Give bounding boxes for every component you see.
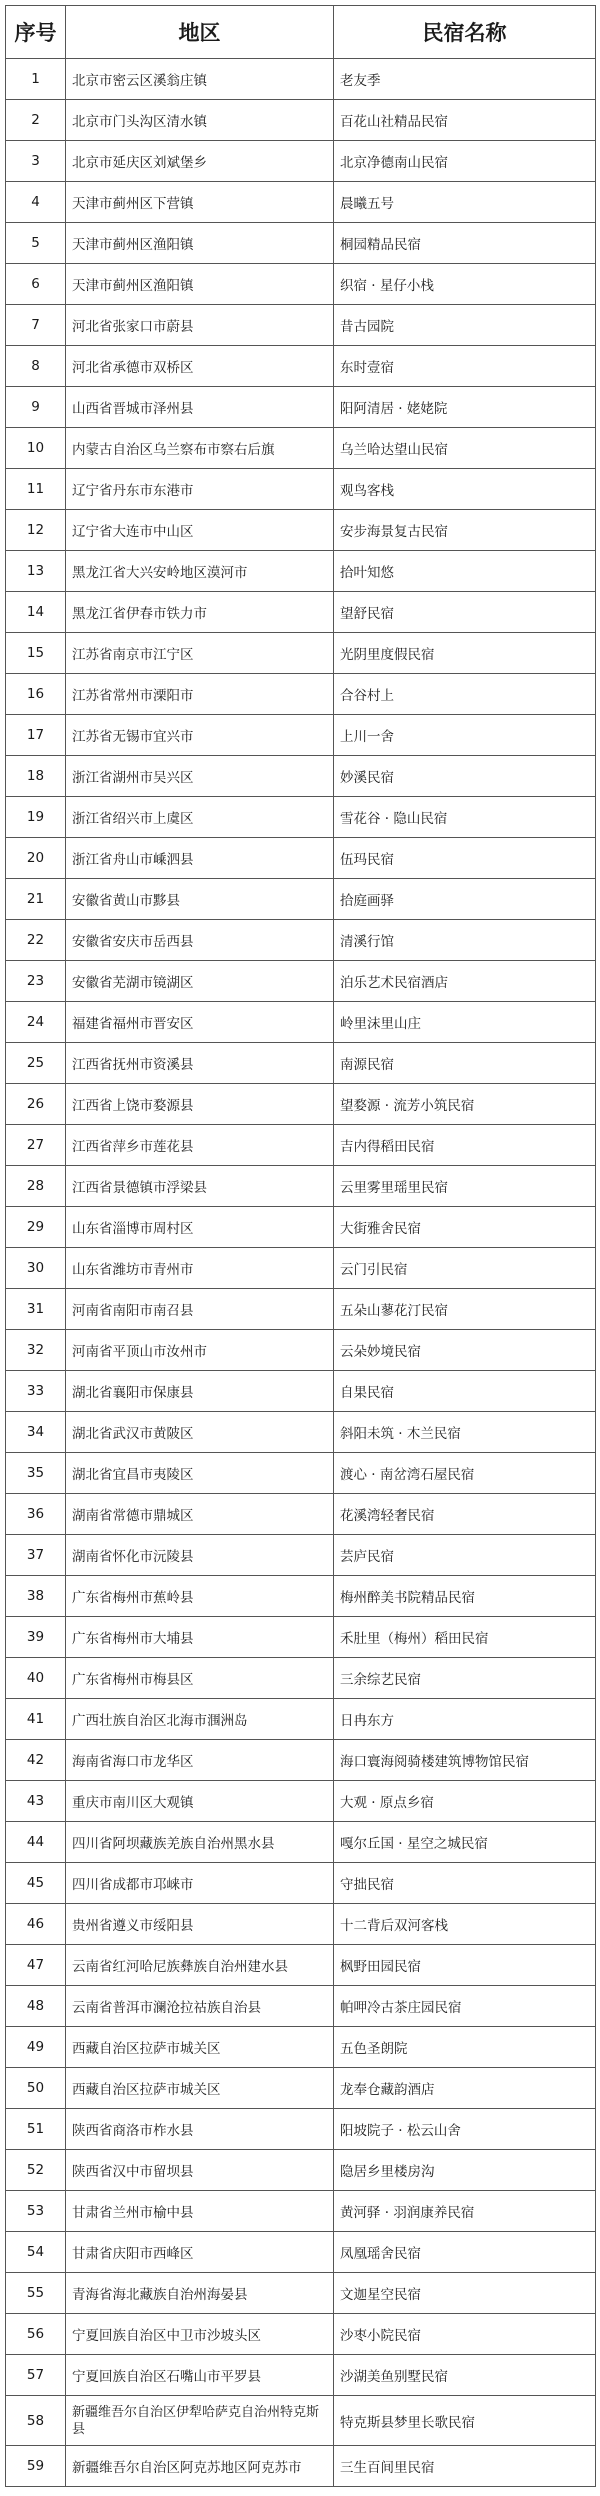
row-homestay-name: 黄河驿 · 羽润康养民宿 xyxy=(334,2191,596,2232)
row-homestay-name: 望婺源 · 流芳小筑民宿 xyxy=(334,1084,596,1125)
row-homestay-name: 特克斯县梦里长歌民宿 xyxy=(334,2396,596,2446)
row-serial-number: 28 xyxy=(6,1166,66,1207)
row-homestay-name: 龙奉仓藏韵酒店 xyxy=(334,2068,596,2109)
row-region: 江苏省无锡市宜兴市 xyxy=(66,715,334,756)
row-region: 辽宁省大连市中山区 xyxy=(66,510,334,551)
row-homestay-name: 花溪湾轻奢民宿 xyxy=(334,1494,596,1535)
row-serial-number: 30 xyxy=(6,1248,66,1289)
table-row xyxy=(6,1535,596,1576)
row-serial-number: 20 xyxy=(6,838,66,879)
row-serial-number: 39 xyxy=(6,1617,66,1658)
row-serial-number: 3 xyxy=(6,141,66,182)
row-serial-number: 43 xyxy=(6,1781,66,1822)
table-row xyxy=(6,1904,596,1945)
row-serial-number: 37 xyxy=(6,1535,66,1576)
table-row xyxy=(6,2232,596,2273)
row-region: 辽宁省丹东市东港市 xyxy=(66,469,334,510)
row-serial-number: 18 xyxy=(6,756,66,797)
table-row xyxy=(6,838,596,879)
row-serial-number: 32 xyxy=(6,1330,66,1371)
table-row xyxy=(6,2150,596,2191)
table-row xyxy=(6,1986,596,2027)
row-serial-number: 46 xyxy=(6,1904,66,1945)
row-region: 河南省南阳市南召县 xyxy=(66,1289,334,1330)
table-row xyxy=(6,100,596,141)
row-region: 河北省承德市双桥区 xyxy=(66,346,334,387)
row-serial-number: 6 xyxy=(6,264,66,305)
table-row xyxy=(6,1863,596,1904)
row-region: 西藏自治区拉萨市城关区 xyxy=(66,2027,334,2068)
row-serial-number: 48 xyxy=(6,1986,66,2027)
table-row xyxy=(6,1453,596,1494)
table-row xyxy=(6,2191,596,2232)
table-row xyxy=(6,879,596,920)
table-row xyxy=(6,2109,596,2150)
row-region: 湖南省怀化市沅陵县 xyxy=(66,1535,334,1576)
table-row xyxy=(6,469,596,510)
row-homestay-name: 南源民宿 xyxy=(334,1043,596,1084)
row-region: 河南省平顶山市汝州市 xyxy=(66,1330,334,1371)
table-row xyxy=(6,1248,596,1289)
table-row xyxy=(6,1166,596,1207)
row-homestay-name: 合谷村上 xyxy=(334,674,596,715)
row-homestay-name: 岭里沫里山庄 xyxy=(334,1002,596,1043)
row-serial-number: 44 xyxy=(6,1822,66,1863)
row-region: 内蒙古自治区乌兰察布市察右后旗 xyxy=(66,428,334,469)
table-row xyxy=(6,1945,596,1986)
row-serial-number: 8 xyxy=(6,346,66,387)
table-row xyxy=(6,182,596,223)
row-homestay-name: 上川一舍 xyxy=(334,715,596,756)
row-homestay-name: 东时壹宿 xyxy=(334,346,596,387)
header-serial-number: 序号 xyxy=(6,6,66,59)
row-homestay-name: 清溪行馆 xyxy=(334,920,596,961)
row-serial-number: 56 xyxy=(6,2314,66,2355)
row-region: 黑龙江省伊春市铁力市 xyxy=(66,592,334,633)
row-serial-number: 45 xyxy=(6,1863,66,1904)
row-homestay-name: 织宿 · 星仔小栈 xyxy=(334,264,596,305)
row-homestay-name: 斜阳未筑 · 木兰民宿 xyxy=(334,1412,596,1453)
row-region: 湖北省武汉市黄陂区 xyxy=(66,1412,334,1453)
row-region: 浙江省舟山市嵊泗县 xyxy=(66,838,334,879)
row-region: 云南省普洱市澜沧拉祜族自治县 xyxy=(66,1986,334,2027)
table-row xyxy=(6,387,596,428)
table-row xyxy=(6,305,596,346)
row-serial-number: 17 xyxy=(6,715,66,756)
row-serial-number: 14 xyxy=(6,592,66,633)
homestay-table xyxy=(5,5,596,2487)
row-homestay-name: 北京净德南山民宿 xyxy=(334,141,596,182)
row-serial-number: 34 xyxy=(6,1412,66,1453)
row-region: 福建省福州市晋安区 xyxy=(66,1002,334,1043)
row-region: 陕西省商洛市柞水县 xyxy=(66,2109,334,2150)
row-region: 安徽省黄山市黟县 xyxy=(66,879,334,920)
table-row xyxy=(6,1781,596,1822)
row-serial-number: 51 xyxy=(6,2109,66,2150)
row-region: 山东省潍坊市青州市 xyxy=(66,1248,334,1289)
row-region: 海南省海口市龙华区 xyxy=(66,1740,334,1781)
table-row xyxy=(6,1740,596,1781)
table-row xyxy=(6,2446,596,2487)
row-region: 云南省红河哈尼族彝族自治州建水县 xyxy=(66,1945,334,1986)
row-region: 陕西省汉中市留坝县 xyxy=(66,2150,334,2191)
row-homestay-name: 大观 · 原点乡宿 xyxy=(334,1781,596,1822)
row-homestay-name: 海口寰海阅骑楼建筑博物馆民宿 xyxy=(334,1740,596,1781)
row-homestay-name: 雪花谷 · 隐山民宿 xyxy=(334,797,596,838)
row-region: 新疆维吾尔自治区阿克苏地区阿克苏市 xyxy=(66,2446,334,2487)
table-row xyxy=(6,141,596,182)
row-region: 广东省梅州市梅县区 xyxy=(66,1658,334,1699)
row-region: 四川省阿坝藏族羌族自治州黑水县 xyxy=(66,1822,334,1863)
row-homestay-name: 拾庭画驿 xyxy=(334,879,596,920)
row-serial-number: 40 xyxy=(6,1658,66,1699)
row-region: 北京市延庆区刘斌堡乡 xyxy=(66,141,334,182)
row-serial-number: 5 xyxy=(6,223,66,264)
table-row xyxy=(6,2027,596,2068)
row-serial-number: 22 xyxy=(6,920,66,961)
row-serial-number: 19 xyxy=(6,797,66,838)
table-row xyxy=(6,1125,596,1166)
table-row xyxy=(6,715,596,756)
row-homestay-name: 云里雾里瑶里民宿 xyxy=(334,1166,596,1207)
table-row xyxy=(6,223,596,264)
row-region: 天津市蓟州区下营镇 xyxy=(66,182,334,223)
table-row xyxy=(6,1494,596,1535)
table-row xyxy=(6,1699,596,1740)
row-serial-number: 52 xyxy=(6,2150,66,2191)
row-serial-number: 47 xyxy=(6,1945,66,1986)
row-homestay-name: 日冉东方 xyxy=(334,1699,596,1740)
row-homestay-name: 妙溪民宿 xyxy=(334,756,596,797)
table-row xyxy=(6,1412,596,1453)
row-homestay-name: 望舒民宿 xyxy=(334,592,596,633)
table-row xyxy=(6,2396,596,2446)
row-homestay-name: 云门引民宿 xyxy=(334,1248,596,1289)
row-serial-number: 53 xyxy=(6,2191,66,2232)
header-row xyxy=(6,6,596,59)
row-serial-number: 25 xyxy=(6,1043,66,1084)
row-region: 江西省上饶市婺源县 xyxy=(66,1084,334,1125)
row-region: 西藏自治区拉萨市城关区 xyxy=(66,2068,334,2109)
header-homestay-name: 民宿名称 xyxy=(334,6,596,59)
row-serial-number: 7 xyxy=(6,305,66,346)
row-homestay-name: 枫野田园民宿 xyxy=(334,1945,596,1986)
table-row xyxy=(6,1002,596,1043)
table-row xyxy=(6,1330,596,1371)
row-homestay-name: 守拙民宿 xyxy=(334,1863,596,1904)
row-region: 湖北省宜昌市夷陵区 xyxy=(66,1453,334,1494)
row-region: 天津市蓟州区渔阳镇 xyxy=(66,223,334,264)
row-region: 天津市蓟州区渔阳镇 xyxy=(66,264,334,305)
row-serial-number: 55 xyxy=(6,2273,66,2314)
table-row xyxy=(6,1084,596,1125)
row-homestay-name: 十二背后双河客栈 xyxy=(334,1904,596,1945)
row-homestay-name: 文迦星空民宿 xyxy=(334,2273,596,2314)
row-homestay-name: 观鸟客栈 xyxy=(334,469,596,510)
row-serial-number: 42 xyxy=(6,1740,66,1781)
table-row xyxy=(6,592,596,633)
table-row xyxy=(6,1371,596,1412)
row-serial-number: 13 xyxy=(6,551,66,592)
row-serial-number: 2 xyxy=(6,100,66,141)
row-serial-number: 41 xyxy=(6,1699,66,1740)
table-row xyxy=(6,2314,596,2355)
table-row xyxy=(6,59,596,100)
row-region: 江苏省常州市溧阳市 xyxy=(66,674,334,715)
row-homestay-name: 阳阿清居 · 姥姥院 xyxy=(334,387,596,428)
table-row xyxy=(6,1043,596,1084)
row-serial-number: 23 xyxy=(6,961,66,1002)
table-row xyxy=(6,2068,596,2109)
row-serial-number: 11 xyxy=(6,469,66,510)
table-row xyxy=(6,346,596,387)
table-row xyxy=(6,2355,596,2396)
row-homestay-name: 渡心 · 南岔湾石屋民宿 xyxy=(334,1453,596,1494)
row-serial-number: 59 xyxy=(6,2446,66,2487)
row-homestay-name: 泊乐艺术民宿酒店 xyxy=(334,961,596,1002)
row-serial-number: 57 xyxy=(6,2355,66,2396)
row-homestay-name: 五色圣朗院 xyxy=(334,2027,596,2068)
row-homestay-name: 禾肚里（梅州）稻田民宿 xyxy=(334,1617,596,1658)
row-region: 广东省梅州市大埔县 xyxy=(66,1617,334,1658)
row-region: 四川省成都市邛崃市 xyxy=(66,1863,334,1904)
row-homestay-name: 大街雅舍民宿 xyxy=(334,1207,596,1248)
row-region: 青海省海北藏族自治州海晏县 xyxy=(66,2273,334,2314)
table-body xyxy=(6,59,596,2487)
row-serial-number: 29 xyxy=(6,1207,66,1248)
table-row xyxy=(6,1289,596,1330)
row-region: 北京市密云区溪翁庄镇 xyxy=(66,59,334,100)
row-region: 甘肃省兰州市榆中县 xyxy=(66,2191,334,2232)
table-row xyxy=(6,633,596,674)
row-homestay-name: 安步海景复古民宿 xyxy=(334,510,596,551)
row-homestay-name: 沙湖美鱼别墅民宿 xyxy=(334,2355,596,2396)
row-region: 山东省淄博市周村区 xyxy=(66,1207,334,1248)
table-row xyxy=(6,428,596,469)
table-row xyxy=(6,961,596,1002)
row-homestay-name: 隐居乡里楼房沟 xyxy=(334,2150,596,2191)
table-row xyxy=(6,1822,596,1863)
row-serial-number: 31 xyxy=(6,1289,66,1330)
row-region: 江苏省南京市江宁区 xyxy=(66,633,334,674)
row-homestay-name: 阳坡院子 · 松云山舍 xyxy=(334,2109,596,2150)
header-region: 地区 xyxy=(66,6,334,59)
row-serial-number: 33 xyxy=(6,1371,66,1412)
table-row xyxy=(6,551,596,592)
row-homestay-name: 三生百间里民宿 xyxy=(334,2446,596,2487)
row-serial-number: 26 xyxy=(6,1084,66,1125)
table-row xyxy=(6,920,596,961)
row-serial-number: 27 xyxy=(6,1125,66,1166)
table-row xyxy=(6,756,596,797)
row-serial-number: 38 xyxy=(6,1576,66,1617)
row-region: 江西省景德镇市浮梁县 xyxy=(66,1166,334,1207)
row-region: 安徽省芜湖市镜湖区 xyxy=(66,961,334,1002)
row-homestay-name: 光阴里度假民宿 xyxy=(334,633,596,674)
row-region: 黑龙江省大兴安岭地区漠河市 xyxy=(66,551,334,592)
row-serial-number: 24 xyxy=(6,1002,66,1043)
row-serial-number: 50 xyxy=(6,2068,66,2109)
row-region: 新疆维吾尔自治区伊犁哈萨克自治州特克斯县 xyxy=(66,2396,334,2446)
table-row xyxy=(6,1576,596,1617)
row-homestay-name: 拾叶知悠 xyxy=(334,551,596,592)
row-serial-number: 49 xyxy=(6,2027,66,2068)
row-serial-number: 35 xyxy=(6,1453,66,1494)
row-region: 甘肃省庆阳市西峰区 xyxy=(66,2232,334,2273)
row-homestay-name: 五朵山蓼花汀民宿 xyxy=(334,1289,596,1330)
row-serial-number: 10 xyxy=(6,428,66,469)
row-homestay-name: 帕呷冷古茶庄园民宿 xyxy=(334,1986,596,2027)
row-homestay-name: 梅州醉美书院精品民宿 xyxy=(334,1576,596,1617)
row-serial-number: 16 xyxy=(6,674,66,715)
row-region: 湖南省常德市鼎城区 xyxy=(66,1494,334,1535)
row-region: 宁夏回族自治区石嘴山市平罗县 xyxy=(66,2355,334,2396)
row-homestay-name: 桐园精品民宿 xyxy=(334,223,596,264)
table-row xyxy=(6,264,596,305)
row-serial-number: 54 xyxy=(6,2232,66,2273)
row-region: 江西省抚州市资溪县 xyxy=(66,1043,334,1084)
row-serial-number: 12 xyxy=(6,510,66,551)
row-region: 浙江省绍兴市上虞区 xyxy=(66,797,334,838)
row-homestay-name: 百花山社精品民宿 xyxy=(334,100,596,141)
row-serial-number: 36 xyxy=(6,1494,66,1535)
row-homestay-name: 自果民宿 xyxy=(334,1371,596,1412)
row-serial-number: 1 xyxy=(6,59,66,100)
row-region: 湖北省襄阳市保康县 xyxy=(66,1371,334,1412)
row-homestay-name: 老友季 xyxy=(334,59,596,100)
table-row xyxy=(6,1207,596,1248)
row-homestay-name: 昔古园院 xyxy=(334,305,596,346)
table-row xyxy=(6,1617,596,1658)
row-homestay-name: 三余综艺民宿 xyxy=(334,1658,596,1699)
row-serial-number: 21 xyxy=(6,879,66,920)
row-homestay-name: 云朵妙境民宿 xyxy=(334,1330,596,1371)
table-row xyxy=(6,2273,596,2314)
row-homestay-name: 吉内得稻田民宿 xyxy=(334,1125,596,1166)
row-region: 北京市门头沟区清水镇 xyxy=(66,100,334,141)
row-region: 广西壮族自治区北海市涠洲岛 xyxy=(66,1699,334,1740)
row-serial-number: 15 xyxy=(6,633,66,674)
row-region: 山西省晋城市泽州县 xyxy=(66,387,334,428)
row-region: 广东省梅州市蕉岭县 xyxy=(66,1576,334,1617)
row-homestay-name: 乌兰哈达望山民宿 xyxy=(334,428,596,469)
row-homestay-name: 晨曦五号 xyxy=(334,182,596,223)
row-homestay-name: 嘎尔丘国 · 星空之城民宿 xyxy=(334,1822,596,1863)
row-region: 河北省张家口市蔚县 xyxy=(66,305,334,346)
row-region: 江西省萍乡市莲花县 xyxy=(66,1125,334,1166)
row-region: 安徽省安庆市岳西县 xyxy=(66,920,334,961)
row-region: 贵州省遵义市绥阳县 xyxy=(66,1904,334,1945)
table-row xyxy=(6,510,596,551)
table-row xyxy=(6,674,596,715)
table-row xyxy=(6,1658,596,1699)
row-homestay-name: 凤凰瑶舍民宿 xyxy=(334,2232,596,2273)
row-region: 宁夏回族自治区中卫市沙坡头区 xyxy=(66,2314,334,2355)
row-region: 浙江省湖州市吴兴区 xyxy=(66,756,334,797)
row-region: 重庆市南川区大观镇 xyxy=(66,1781,334,1822)
row-serial-number: 4 xyxy=(6,182,66,223)
row-serial-number: 9 xyxy=(6,387,66,428)
table-row xyxy=(6,797,596,838)
row-homestay-name: 沙枣小院民宿 xyxy=(334,2314,596,2355)
row-homestay-name: 芸庐民宿 xyxy=(334,1535,596,1576)
row-homestay-name: 伍玛民宿 xyxy=(334,838,596,879)
row-serial-number: 58 xyxy=(6,2396,66,2446)
